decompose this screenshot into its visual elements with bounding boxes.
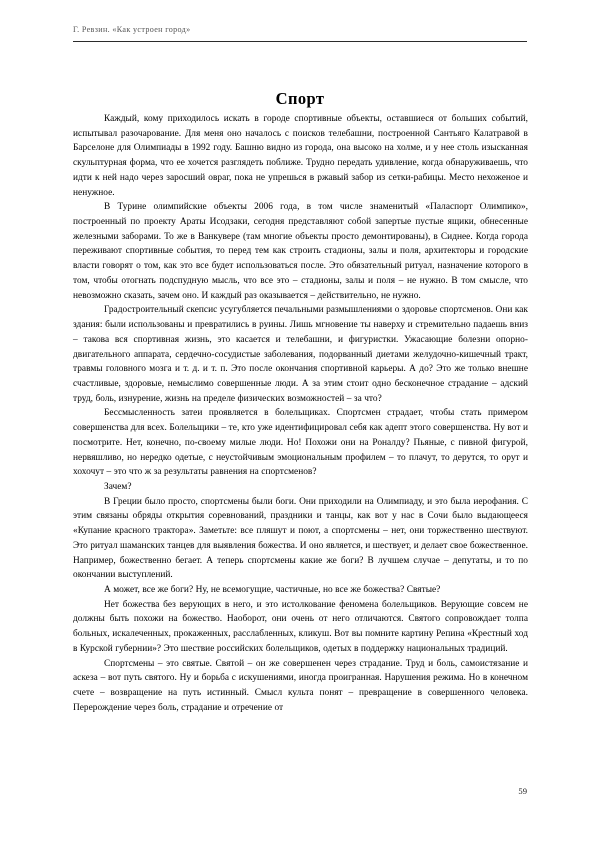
paragraph: Зачем? — [104, 481, 132, 492]
paragraph: В Турине олимпийские объекты 2006 года, в том числе знаменитый «Паласпорт Олимпико», построенный по проекту Араты Исодзаки, сегодня представляют собой запертые пустые ящики, обнесенные железными заборами. То же в Ванкувере (там многие объекты просто демонтированы), в Сиднее. Когда города переживают спортивные события, то перед тем как строить стадионы, залы и поля, архитекторы и городские власти говорят о том, как это все будет использоваться после. Это обязательный ритуал, назначение которого в том, чтобы отогнать подспудную мысль, что все это – стадионы, залы и поля – не нужно. В том смысле, что невозможно сказать, зачем оно. И каждый раз оказывается – действительно, не нужно. — [73, 202, 528, 301]
paragraph: В Греции было просто, спортсмены были боги. Они приходили на Олимпиаду, и это была иерофания. С этим связаны обряды открытия соревнований, праздники и танцы, как вот у нас в Сочи было выдающееся «Купание красного трактора». Заметьте: все пляшут и поют, а спортсмены – нет, они торжественно шествуют. Это ритуал шаманских танцев для выявления божества. И оно является, и шествует, и делает свое божественное. Например, божественно бегает. А теперь спортсмены какие же боги? В лучшем случае – депутаты, и то по окончании выступлений. — [73, 496, 528, 581]
page-number: 59 — [518, 786, 527, 796]
paragraph: А может, все же боги? Ну, не всемогущие, частичные, но все же божества? Святые? — [104, 585, 441, 595]
paragraph: Спортсмены – это святые. Святой – он же совершенен через страдание. Труд и боль, самоистязание и аскеза – вот путь святого. Ну и борьба с искушениями, иногда проигранная. Нарушения режима. Но в конечном счете – возвращение на путь истинный. Смысл культа понят – превращение в совершенного человека. Перерождение через боль, страдание и отречение от — [73, 658, 528, 713]
body-text — [73, 112, 528, 715]
paragraph: Нет божества без верующих в него, и это истолкование феномена болельщиков. Верующие совсем не должны быть похожи на божество. Наоборот, они очень от него отличаются. Святого сопровождает толпа больных, искалеченных, прокаженных, расслабленных, кликуш. Вот вы помните картину Репина «Крестный ход в Курской губернии»? Это шествие российских болельщиков, одетых в поддержку национальных традиций. — [73, 599, 528, 654]
paragraph: Градостроительный скепсис усугубляется печальными размышлениями о здоровье спортсменов. Они как здания: были использованы и превратились в руины. Лишь мгновение ты наверху и стремительно падаешь вниз – такова вся спортивная жизнь, это касается и телебашни, и фигуристки. Ужасающие болезни опорно-двигательного аппарата, сердечно-сосудистые заболевания, подорванный диетами желудочно-кишечный тракт, травмы головного мозга и т. д. и т. п. Это после окончания спортивной карьеры. А до? Это же только внешне счастливые, здоровые, немыслимо совершенные люди. А за этим стоит одно бесконечное страдание – адский труд, боль, изнурение, жизнь на пределе физических возможностей – за что? — [73, 305, 528, 404]
chapter-title: Спорт — [275, 89, 325, 109]
header-divider-rule — [73, 41, 527, 42]
running-head — [73, 24, 527, 35]
paragraph: Бессмысленность затеи проявляется в болельщиках. Спортсмен страдает, чтобы стать примером совершенства для всех. Болельщики – те, кто уже идентифицировал себя как адепт этого совершенства. Ну вот и посмотрите. Нет, конечно, по-своему милые люди. Но! Похожи они на Роналду? Пьяные, с пивной фигурой, нервяшливо, но нередко одетые, с неустойчивым эмоциональным профилем – то плачут, то дерутся, то орут и хохочут – это что ж за результаты равнения на спортсменов? — [73, 408, 528, 478]
running-head-text: Г. Ревзин. «Как устроен город» — [73, 25, 191, 34]
paragraph: Каждый, кому приходилось искать в городе спортивные объекты, оставшиеся от больших событий, испытывал разочарование. Для меня оно началось с поисков телебашни, построенной Сантьяго Калатравой в Барселоне для Олимпиады в 1992 году. Башню видно из города, она высоко на холме, и у нее столь изысканная скульптурная форма, что ее хочется разглядеть поближе. Трудно передать удивление, когда обнаруживаешь, что идти к ней надо через заросший овраг, пока не упрешься в ржавый забор из сетки-рабицы. Место нехоженое и ненужное. — [73, 114, 528, 198]
